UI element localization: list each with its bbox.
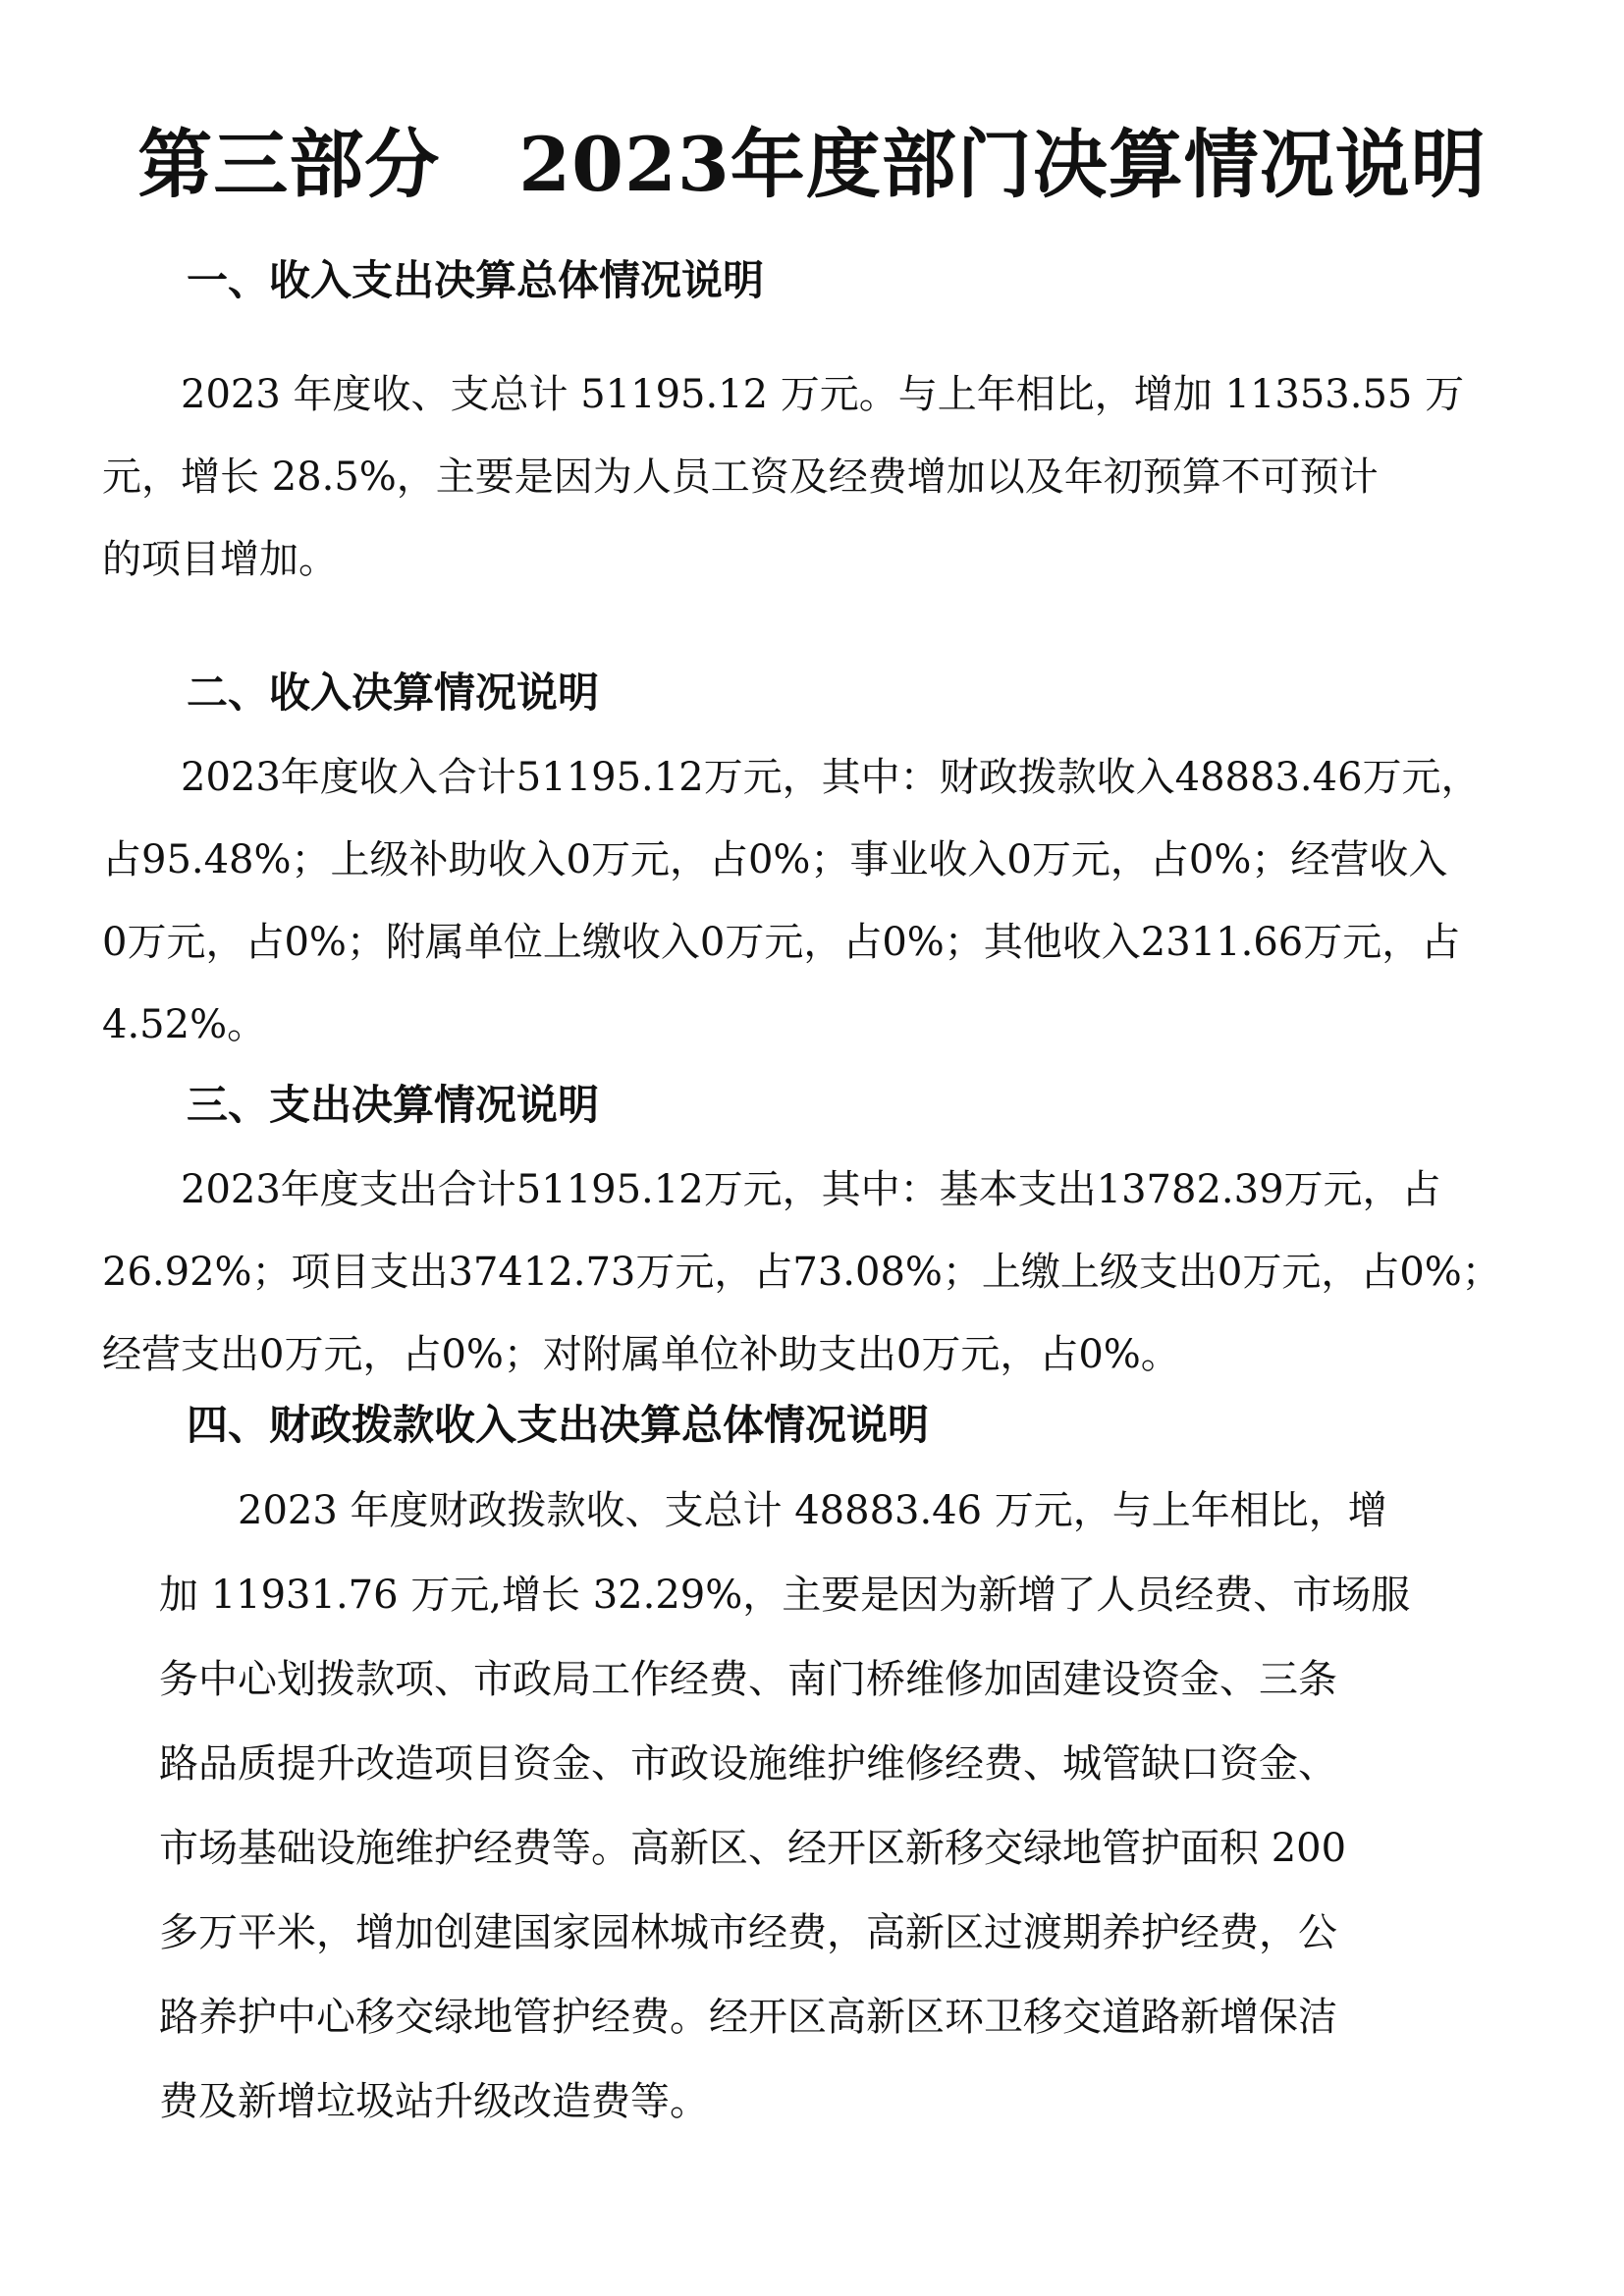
- paragraph-line: 费及新增垃圾站升级改造费等。: [159, 2079, 709, 2124]
- page-title: [0, 116, 1624, 214]
- paragraph-line: 0万元，占0%；附属单位上缴收入0万元，占0%；其他收入2311.66万元，占: [102, 920, 1461, 965]
- section-3-paragraph: [102, 1148, 1501, 1396]
- title-main: 2023年度部门决算情况说明: [518, 121, 1487, 208]
- paragraph-line: 2023年度收入合计51195.12万元，其中：财政拨款收入48883.46万元，: [102, 755, 1481, 800]
- paragraph-line: 元，增长 28.5%，主要是因为人员工资及经费增加以及年初预算不可预计: [102, 454, 1379, 500]
- section-2-paragraph: [102, 736, 1481, 1066]
- paragraph-line: 2023 年度财政拨款收、支总计 48883.46 万元，与上年相比，增: [159, 1488, 1387, 1533]
- paragraph-line: 市场基础设施维护经费等。高新区、经开区新移交绿地管护面积 200: [159, 1826, 1347, 1871]
- paragraph-line: 2023 年度收、支总计 51195.12 万元。与上年相比，增加 11353.55 万: [102, 372, 1465, 417]
- paragraph-line: 加 11931.76 万元,增长 32.29%，主要是因为新增了人员经费、市场服: [159, 1573, 1411, 1618]
- paragraph-line: 占95.48%；上级补助收入0万元，占0%；事业收入0万元，占0%；经营收入: [102, 837, 1448, 882]
- paragraph-line: 多万平米，增加创建国家园林城市经费，高新区过渡期养护经费，公: [159, 1910, 1337, 1955]
- paragraph-line: 务中心划拨款项、市政局工作经费、南门桥维修加固建设资金、三条: [159, 1657, 1337, 1702]
- paragraph-line: 的项目增加。: [102, 537, 338, 582]
- paragraph-line: 路养护中心移交绿地管护经费。经开区高新区环卫移交道路新增保洁: [159, 1995, 1337, 2040]
- paragraph-line: 经营支出0万元，占0%；对附属单位补助支出0万元，占0%。: [102, 1332, 1180, 1377]
- paragraph-line: 2023年度支出合计51195.12万元，其中：基本支出13782.39万元，占: [102, 1167, 1441, 1212]
- section-4-heading: 四、财政拨款收入支出决算总体情况说明: [187, 1401, 930, 1449]
- paragraph-line: 路品质提升改造项目资金、市政设施维护维修经费、城管缺口资金、: [159, 1741, 1337, 1787]
- paragraph-line: 4.52%。: [102, 1002, 267, 1047]
- section-2-heading: 二、收入决算情况说明: [187, 668, 600, 717]
- section-1-paragraph: [102, 353, 1464, 601]
- paragraph-line: 26.92%；项目支出37412.73万元，占73.08%；上缴上级支出0万元，占0%；: [102, 1250, 1501, 1295]
- section-4-paragraph: [159, 1468, 1410, 2144]
- title-part: 第三部分: [137, 121, 441, 208]
- section-1-heading: 一、收入支出决算总体情况说明: [187, 256, 765, 304]
- section-3-heading: 三、支出决算情况说明: [187, 1081, 600, 1129]
